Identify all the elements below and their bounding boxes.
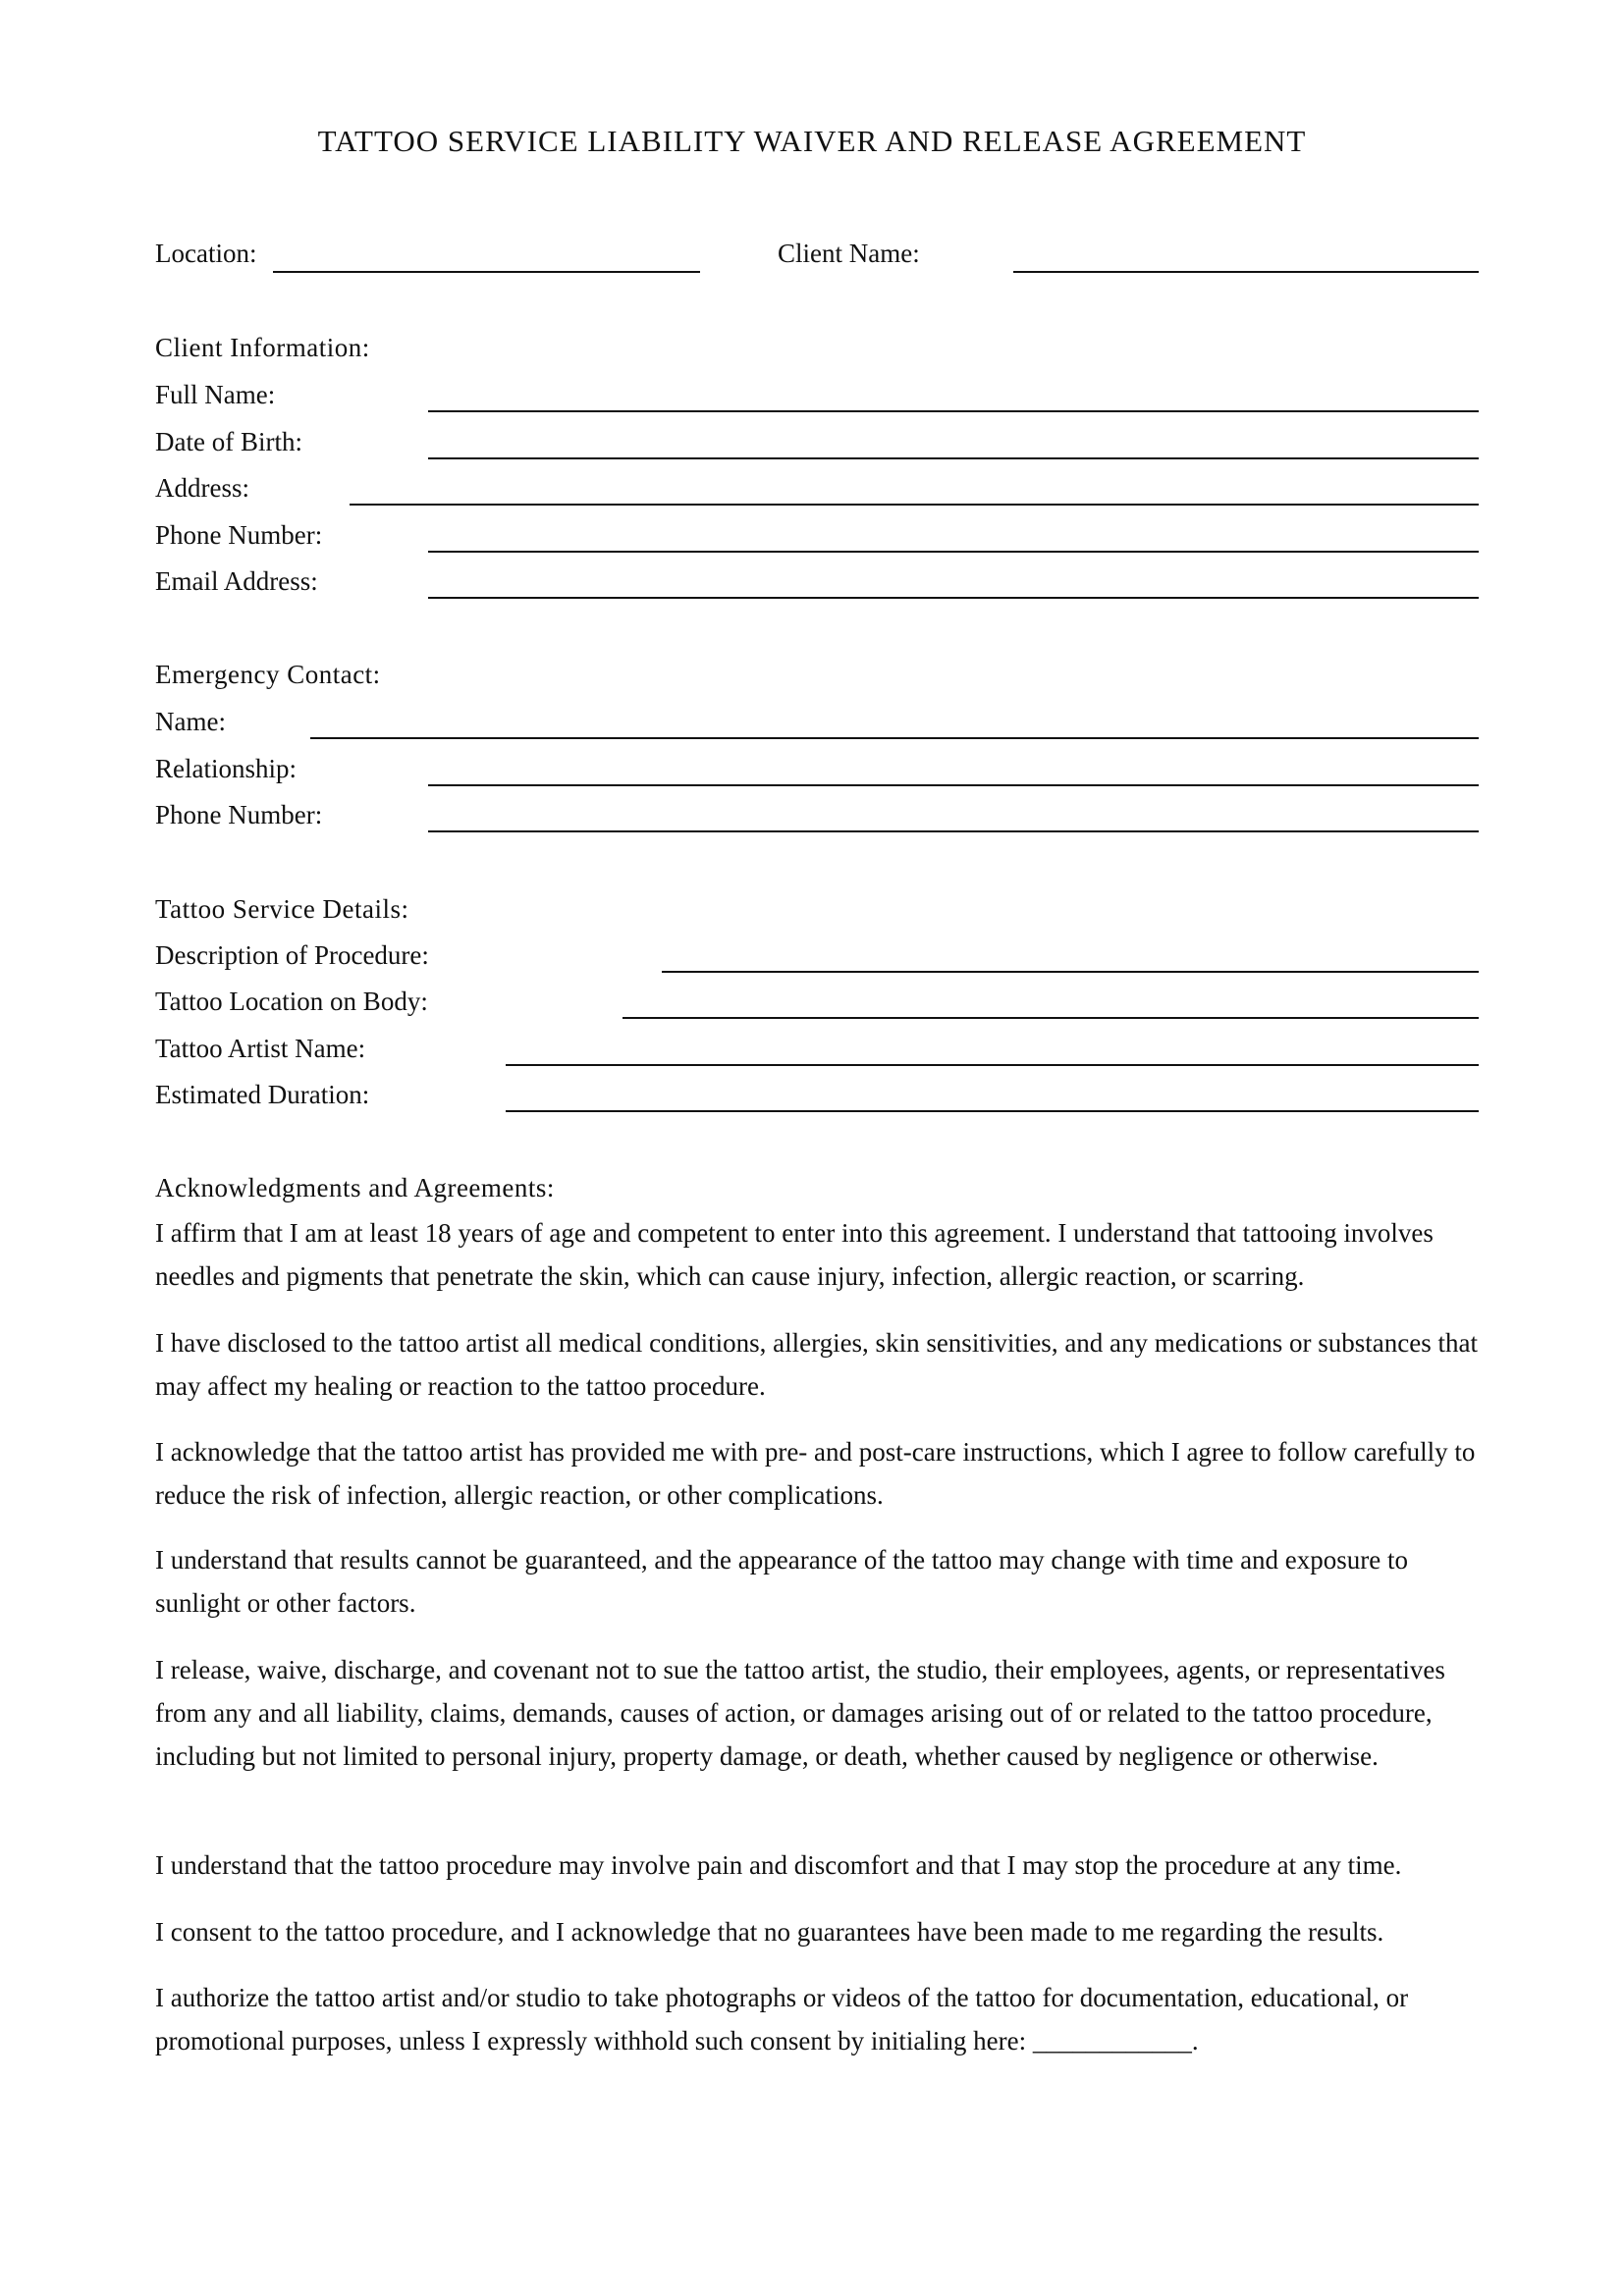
client-information-heading: Client Information: — [155, 333, 370, 362]
relationship-label: Relationship: — [155, 754, 297, 783]
address-label: Address: — [155, 473, 249, 503]
emergency-name-label: Name: — [155, 707, 226, 736]
tattoo-artist-name-label: Tattoo Artist Name: — [155, 1034, 366, 1063]
tattoo-location-field[interactable] — [623, 1017, 1479, 1019]
phone-number-field[interactable] — [428, 551, 1479, 553]
relationship-field[interactable] — [428, 784, 1479, 786]
acknowledgment-release: I release, waive, discharge, and covenant not to sue the tattoo artist, the studio, their employees, agents, or representatives from any and all liability, claims, demands, causes of action, or damages arising out of or related to the tattoo procedure, including but not limited to personal injury, property damage, or death, whether caused by negligence or otherwise. — [155, 1655, 1445, 1771]
emergency-contact-heading: Emergency Contact: — [155, 660, 381, 689]
document-title: TATTOO SERVICE LIABILITY WAIVER AND RELEASE AGREEMENT — [317, 124, 1307, 158]
emergency-phone-label: Phone Number: — [155, 800, 323, 829]
location-field[interactable] — [273, 271, 700, 273]
location-label: Location: — [155, 239, 257, 268]
client-name-label: Client Name: — [778, 239, 920, 268]
email-address-label: Email Address: — [155, 566, 318, 596]
emergency-phone-field[interactable] — [428, 830, 1479, 832]
estimated-duration-label: Estimated Duration: — [155, 1080, 370, 1109]
acknowledgment-photo-authorization: I authorize the tattoo artist and/or studio to take photographs or videos of the tattoo for documentation, educational, or promotional purposes, unless I expressly withhold such consent by initialing here: ____________. — [155, 1983, 1409, 2056]
acknowledgment-results: I understand that results cannot be guaranteed, and the appearance of the tattoo may change with time and exposure to sunlight or other factors. — [155, 1545, 1409, 1618]
estimated-duration-field[interactable] — [506, 1110, 1479, 1112]
full-name-field[interactable] — [428, 410, 1479, 412]
description-of-procedure-field[interactable] — [662, 971, 1479, 973]
tattoo-location-label: Tattoo Location on Body: — [155, 987, 428, 1016]
acknowledgment-age: I affirm that I am at least 18 years of age and competent to enter into this agreement. I understand that tattooing involves needles and pigments that penetrate the skin, which can cause injury, infection, allergic reaction, or scarring. — [155, 1218, 1434, 1291]
tattoo-service-details-heading: Tattoo Service Details: — [155, 894, 409, 924]
date-of-birth-label: Date of Birth: — [155, 427, 302, 456]
email-address-field[interactable] — [428, 597, 1479, 599]
client-name-field[interactable] — [1013, 271, 1479, 273]
tattoo-artist-name-field[interactable] — [506, 1064, 1479, 1066]
phone-number-label: Phone Number: — [155, 520, 323, 550]
acknowledgment-pain: I understand that the tattoo procedure may involve pain and discomfort and that I may stop the procedure at any time. — [155, 1850, 1402, 1880]
acknowledgment-aftercare: I acknowledge that the tattoo artist has provided me with pre- and post-care instructions, which I agree to follow carefully to reduce the risk of infection, allergic reaction, or other complications. — [155, 1437, 1476, 1510]
acknowledgment-medical-disclosure: I have disclosed to the tattoo artist all medical conditions, allergies, skin sensitivities, and any medications or substances that may affect my healing or reaction to the tattoo procedure. — [155, 1328, 1478, 1401]
acknowledgment-consent: I consent to the tattoo procedure, and I acknowledge that no guarantees have been made to me regarding the results. — [155, 1917, 1384, 1947]
description-of-procedure-label: Description of Procedure: — [155, 940, 429, 970]
emergency-name-field[interactable] — [310, 737, 1479, 739]
date-of-birth-field[interactable] — [428, 457, 1479, 459]
acknowledgments-heading: Acknowledgments and Agreements: — [155, 1173, 555, 1202]
address-field[interactable] — [350, 504, 1479, 506]
full-name-label: Full Name: — [155, 380, 276, 409]
